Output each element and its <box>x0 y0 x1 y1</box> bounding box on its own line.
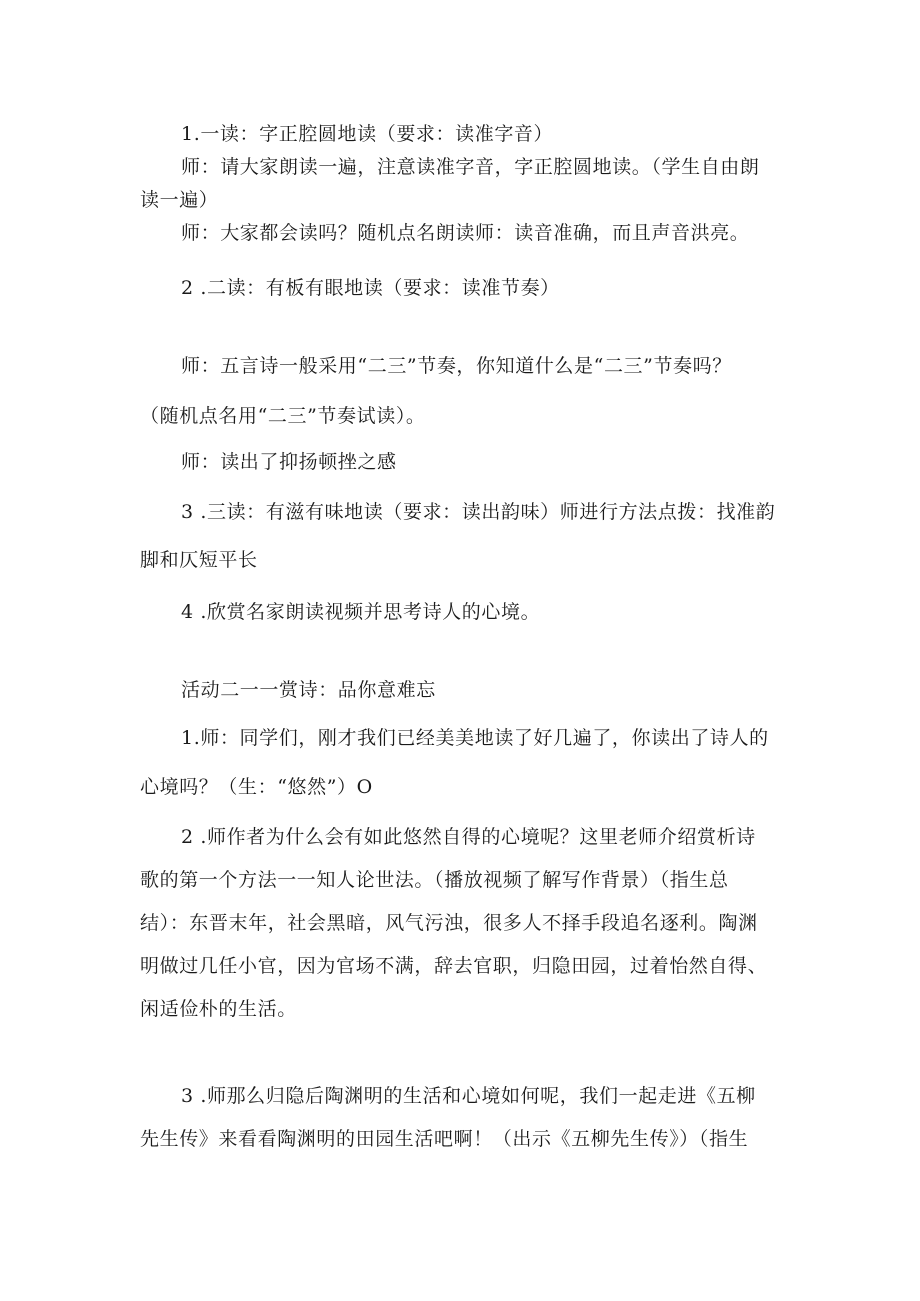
paragraph-line: 读一遍） <box>140 189 219 211</box>
paragraph-11 <box>140 821 790 1026</box>
paragraph-line: 3 .三读：有滋有味地读（要求：读出韵味）师进行方法点拨：找准韵 <box>181 501 776 523</box>
paragraph-line: 1.一读：字正腔圆地读（要求：读准字音） <box>181 123 554 145</box>
paragraph-line: 歌的第一个方法一一知人论世法。（播放视频了解写作背景）（指生总 <box>140 869 729 891</box>
paragraph-line: 师：读出了抑扬顿挫之感 <box>181 451 397 473</box>
paragraph-line: 师：五言诗一般采用“二三”节奏，你知道什么是“二三”节奏吗？ <box>181 355 732 377</box>
paragraph-line: 师：大家都会读吗？随机点名朗读师：读音准确，而且声音洪亮。 <box>181 222 750 244</box>
paragraph-3 <box>140 217 790 250</box>
paragraph-line: （随机点名用“二三”节奏试读）。 <box>140 405 426 427</box>
paragraph-12 <box>140 1080 790 1156</box>
paragraph-line: 脚和仄短平长 <box>140 549 258 571</box>
paragraph-line: 师：请大家朗读一遍，注意读准字音，字正腔圆地读。（学生自由朗 <box>181 156 760 178</box>
paragraph-7 <box>140 496 790 577</box>
paragraph-line: 2 .二读：有板有眼地读（要求：读准节奏） <box>181 277 560 299</box>
paragraph-9 <box>140 674 790 707</box>
paragraph-line: 3 .师那么归隐后陶渊明的生活和心境如何呢，我们一起走进《五柳 <box>181 1085 756 1107</box>
paragraph-line: 明做过几任小官，因为官场不满，辞去官职，归隐田园，过着怡然自得、 <box>140 955 768 977</box>
paragraph-line: 闲适俭朴的生活。 <box>140 998 297 1020</box>
paragraph-8 <box>140 596 790 629</box>
paragraph-10 <box>140 722 790 804</box>
paragraph-line: 先生传》来看看陶渊明的田园生活吧啊！（出示《五柳先生传》）（指生 <box>140 1128 749 1150</box>
paragraph-4 <box>140 272 790 305</box>
paragraph-6 <box>140 446 790 479</box>
paragraph-line: 结）：东晋末年，社会黑暗，风气污浊，很多人不择手段追名逐利。陶渊 <box>140 912 758 934</box>
paragraph-line: 4 .欣赏名家朗读视频并思考诗人的心境。 <box>181 601 541 623</box>
section-heading: 活动二一一赏诗：品你意难忘 <box>181 679 436 701</box>
paragraph-2 <box>140 151 790 217</box>
paragraph-line: 1.师：同学们，刚才我们已经美美地读了好几遍了，你读出了诗人的 <box>181 727 769 749</box>
paragraph-5 <box>140 350 790 433</box>
paragraph-line: 心境吗？（生：“悠然”）O <box>140 776 373 798</box>
paragraph-line: 2 .师作者为什么会有如此悠然自得的心境呢？这里老师介绍赏析诗 <box>181 826 756 848</box>
paragraph-1 <box>140 118 790 151</box>
